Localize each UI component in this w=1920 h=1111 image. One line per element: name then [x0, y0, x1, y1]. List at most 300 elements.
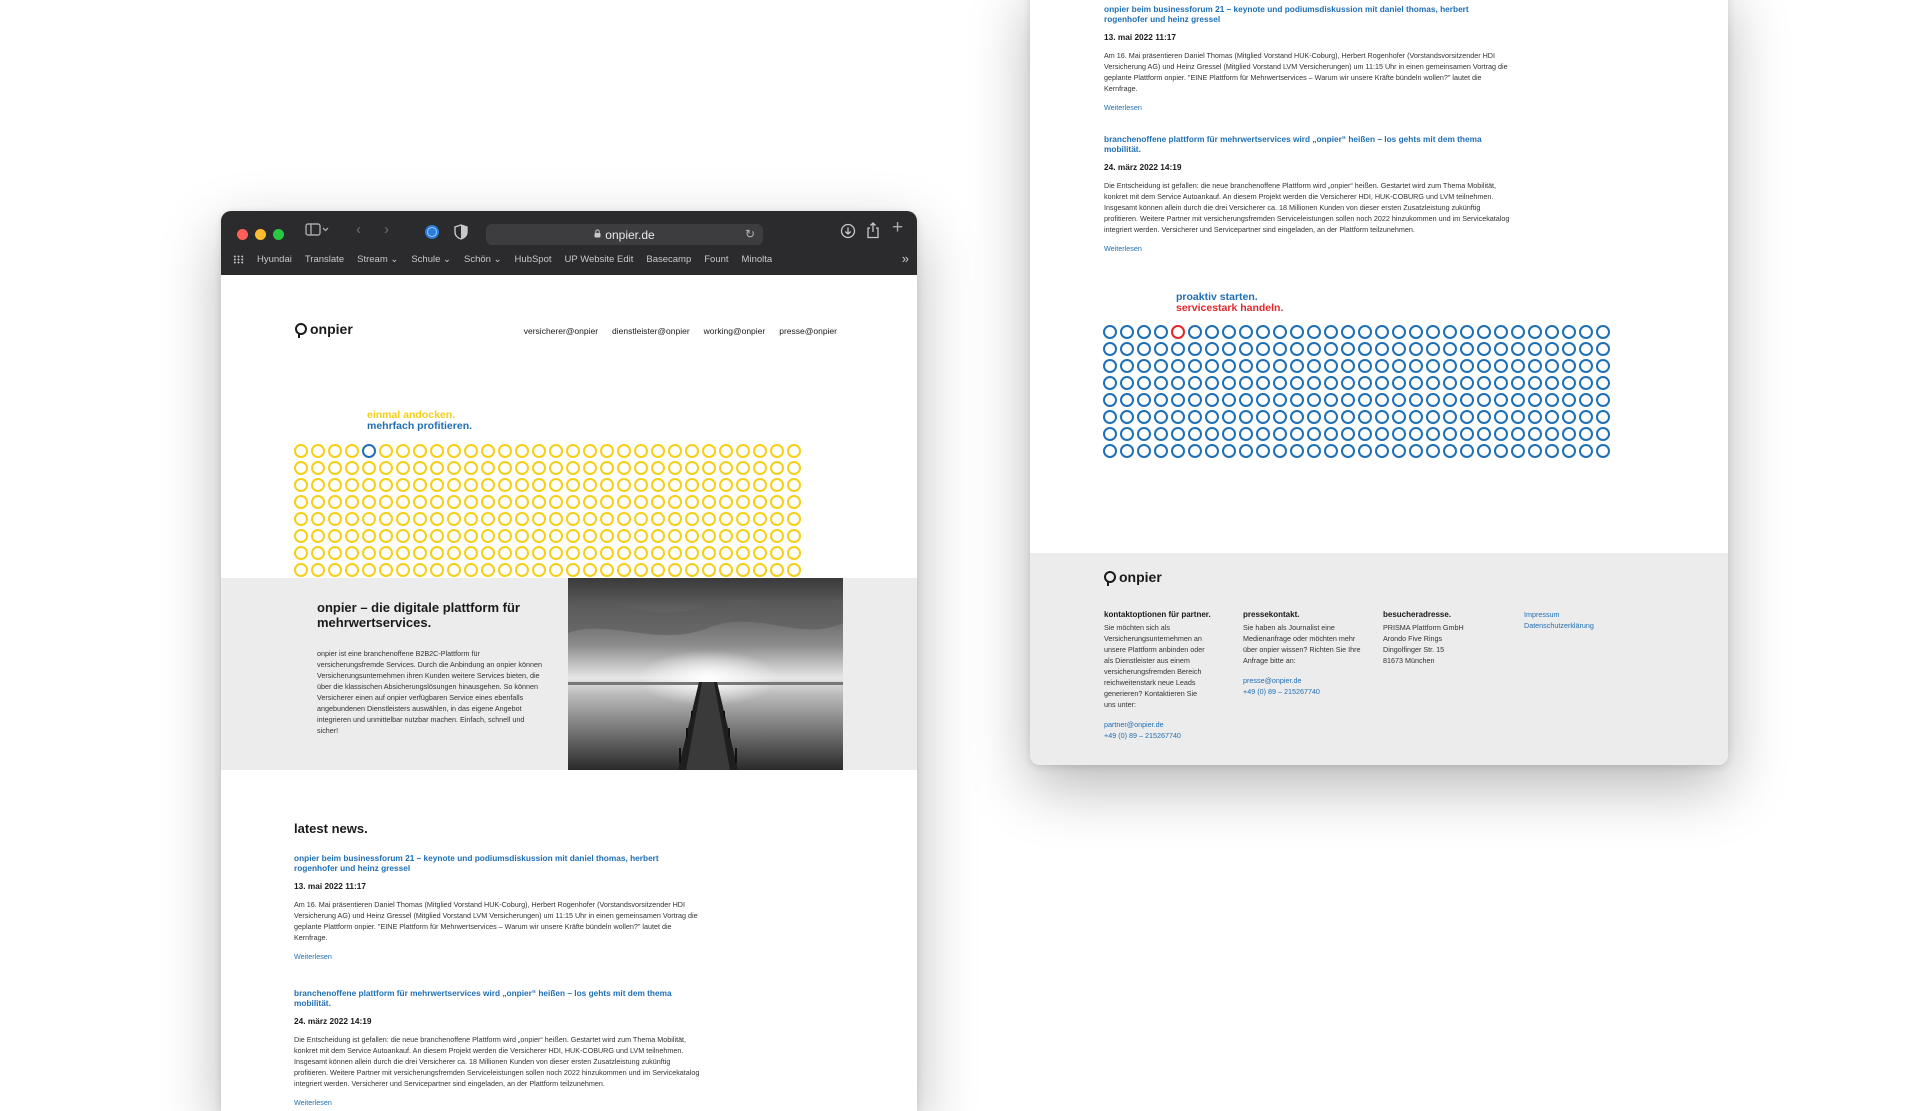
grid-ring	[719, 478, 733, 492]
hero-dot-grid	[294, 444, 801, 577]
partner-heading: kontaktoptionen für partner.	[1104, 610, 1211, 619]
grid-ring	[1528, 444, 1542, 458]
grid-ring	[1511, 410, 1525, 424]
read-more-link[interactable]: Weiterlesen	[294, 1098, 332, 1107]
logo-text: onpier	[310, 321, 353, 337]
grid-ring	[1528, 376, 1542, 390]
grid-ring	[1409, 410, 1423, 424]
grid-ring	[1222, 342, 1236, 356]
bookmark-item[interactable]: Hyundai	[257, 254, 292, 265]
bookmark-item[interactable]: Basecamp	[646, 254, 692, 265]
grid-ring	[1120, 427, 1134, 441]
grid-ring	[685, 495, 699, 509]
grid-ring	[464, 546, 478, 560]
grid-ring	[1137, 359, 1151, 373]
grid-ring	[498, 546, 512, 560]
grid-ring	[464, 529, 478, 543]
grid-ring	[498, 512, 512, 526]
site-logo[interactable]	[295, 321, 353, 337]
grid-ring	[600, 546, 614, 560]
grid-ring	[1205, 427, 1219, 441]
partner-email-link[interactable]: partner@onpier.de	[1104, 720, 1164, 729]
grid-ring	[396, 444, 410, 458]
grid-ring	[1324, 359, 1338, 373]
news-item	[1104, 4, 1514, 112]
grid-ring	[1188, 325, 1202, 339]
news-body: Am 16. Mai präsentieren Daniel Thomas (Mitglied Vorstand HUK-Coburg), Herbert Rogenhofer (Vorstandsvorsitzender HDI Versicherung AG) und Heinz Gressel (Mitglied Vorstand LVM Versicherungen) um 11:15 Uhr in einen gemeinsamen Vortrag die geplante Plattform onpier. "EINE Plattform für Mehrwertservices – Warum wir unsere Kräfte bündeln wollen?" lautet die Kernfrage.	[1104, 51, 1508, 93]
grid-ring	[1409, 444, 1423, 458]
cta-line-1: proaktiv starten.	[1176, 291, 1258, 303]
grid-ring	[668, 478, 682, 492]
grid-ring	[1358, 342, 1372, 356]
news-title-link[interactable]: onpier beim businessforum 21 – keynote und podiumsdiskussion mit daniel thomas, herbert rogenhofer und heinz gressel	[1104, 4, 1469, 24]
cta-dot-grid	[1103, 325, 1610, 458]
grid-ring	[1392, 342, 1406, 356]
grid-ring	[600, 563, 614, 577]
grid-ring	[617, 563, 631, 577]
grid-ring	[481, 563, 495, 577]
read-more-link[interactable]: Weiterlesen	[1104, 244, 1142, 253]
grid-ring	[1239, 342, 1253, 356]
grid-ring	[1579, 325, 1593, 339]
grid-ring	[719, 444, 733, 458]
grid-ring	[430, 563, 444, 577]
grid-ring	[379, 495, 393, 509]
grid-ring	[396, 546, 410, 560]
minimize-window-button[interactable]	[255, 229, 266, 240]
grid-ring	[1103, 376, 1117, 390]
grid-ring	[328, 563, 342, 577]
grid-ring	[1511, 325, 1525, 339]
grid-ring	[1324, 410, 1338, 424]
nav-working[interactable]: working@onpier	[703, 326, 766, 336]
site-page	[221, 275, 917, 1111]
grid-ring	[379, 461, 393, 475]
grid-ring	[753, 512, 767, 526]
grid-ring	[413, 461, 427, 475]
grid-ring	[1562, 376, 1576, 390]
grid-ring	[1528, 325, 1542, 339]
grid-ring	[1290, 393, 1304, 407]
grid-ring	[1494, 427, 1508, 441]
press-phone-link[interactable]: +49 (0) 89 – 215267740	[1243, 687, 1320, 696]
grid-ring	[787, 546, 801, 560]
grid-ring	[311, 444, 325, 458]
news-heading: latest news.	[294, 821, 368, 836]
address-line: Arondo Five Rings	[1383, 634, 1443, 643]
grid-ring	[1239, 427, 1253, 441]
bookmark-item[interactable]: Schule ⌄	[411, 254, 451, 265]
grid-ring	[617, 444, 631, 458]
grid-ring	[753, 444, 767, 458]
grid-ring	[770, 546, 784, 560]
grid-ring	[549, 512, 563, 526]
grid-ring	[549, 546, 563, 560]
press-heading: pressekontakt.	[1243, 610, 1300, 619]
grid-ring	[1545, 325, 1559, 339]
footer-logo[interactable]	[1104, 569, 1162, 585]
grid-ring	[1494, 325, 1508, 339]
grid-ring	[685, 478, 699, 492]
grid-ring	[532, 563, 546, 577]
grid-ring	[1273, 427, 1287, 441]
about-text: onpier ist eine branchenoffene B2B2C-Plattform für versicherungsfremde Services. Durch die Anbindung an onpier können Versicherungsunternehmen ihren Kunden weitere Services bieten, die über die klassischen Absicherungslösungen hinausgehen. So können Versicherer einen auf onpier verfügbaren Service eines ebenfalls angebundenen Dienstleisters auswählen, in das eigene Angebot integrieren und unmittelbar nutzbar machen. Einfach, schnell und sicher!	[317, 649, 542, 735]
grid-ring	[668, 512, 682, 526]
grid-ring	[1222, 393, 1236, 407]
reload-icon[interactable]: ↻	[744, 227, 755, 241]
grid-ring	[736, 461, 750, 475]
grid-ring	[1460, 325, 1474, 339]
grid-ring	[1579, 342, 1593, 356]
grid-ring	[583, 461, 597, 475]
grid-ring	[1256, 359, 1270, 373]
grid-ring	[345, 478, 359, 492]
grid-ring	[1358, 444, 1372, 458]
grid-ring	[787, 563, 801, 577]
grid-ring	[1103, 342, 1117, 356]
grid-ring	[634, 495, 648, 509]
grid-ring	[1137, 342, 1151, 356]
grid-ring	[702, 444, 716, 458]
grid-ring	[1477, 376, 1491, 390]
footer-address	[1383, 609, 1511, 666]
news-body: Am 16. Mai präsentieren Daniel Thomas (Mitglied Vorstand HUK-Coburg), Herbert Rogenhofer (Vorstandsvorsitzender HDI Versicherung AG) und Heinz Gressel (Mitglied Vorstand LVM Versicherungen) um 11:15 Uhr in einen gemeinsamen Vortrag die geplante Plattform onpier. "EINE Plattform für Mehrwertservices – Warum wir unsere Kräfte bündeln wollen?" lautet die Kernfrage.	[294, 900, 698, 942]
grid-ring	[1273, 359, 1287, 373]
address-bar[interactable]	[486, 224, 763, 245]
grid-ring	[1392, 376, 1406, 390]
grid-ring	[617, 512, 631, 526]
footer-press-contact	[1243, 609, 1371, 697]
grid-ring	[719, 546, 733, 560]
grid-ring	[1375, 410, 1389, 424]
grid-ring	[549, 478, 563, 492]
grid-ring	[498, 495, 512, 509]
grid-ring	[651, 444, 665, 458]
grid-ring	[634, 512, 648, 526]
grid-ring	[1341, 325, 1355, 339]
grid-ring	[1307, 444, 1321, 458]
grid-ring	[532, 546, 546, 560]
grid-ring	[668, 529, 682, 543]
grid-ring	[1273, 342, 1287, 356]
grid-ring	[1154, 410, 1168, 424]
grid-ring	[481, 512, 495, 526]
site-page-scrolled	[1030, 0, 1728, 765]
grid-ring	[396, 512, 410, 526]
news-title-link[interactable]: onpier beim businessforum 21 – keynote und podiumsdiskussion mit daniel thomas, herbert rogenhofer und heinz gressel	[294, 853, 659, 873]
news-date: 13. mai 2022 11:17	[1104, 32, 1176, 42]
grid-ring	[1137, 376, 1151, 390]
bookmark-item[interactable]: Schön ⌄	[464, 254, 502, 265]
grid-ring	[1392, 393, 1406, 407]
nav-presse[interactable]: presse@onpier	[779, 326, 837, 336]
share-icon[interactable]	[866, 222, 880, 243]
grid-ring	[1426, 359, 1440, 373]
news-item	[294, 988, 704, 1107]
news-title-link[interactable]: branchenoffene plattform für mehrwertservices wird „onpier“ heißen – los gehts mit dem thema mobilität.	[1104, 134, 1482, 154]
grid-ring	[1256, 325, 1270, 339]
grid-ring	[413, 563, 427, 577]
grid-ring	[1426, 427, 1440, 441]
grid-ring	[294, 563, 308, 577]
grid-ring	[464, 563, 478, 577]
grid-ring	[1460, 427, 1474, 441]
grid-ring	[753, 461, 767, 475]
grid-ring	[1392, 410, 1406, 424]
grid-ring	[566, 563, 580, 577]
grid-ring	[396, 461, 410, 475]
grid-ring	[787, 529, 801, 543]
grid-ring	[787, 495, 801, 509]
grid-ring	[617, 529, 631, 543]
grid-ring	[430, 512, 444, 526]
grid-ring	[532, 478, 546, 492]
read-more-link[interactable]: Weiterlesen	[1104, 103, 1142, 112]
grid-ring	[1290, 325, 1304, 339]
address-line: PRISMA Plattform GmbH	[1383, 623, 1464, 632]
bookmark-item[interactable]: Stream ⌄	[357, 254, 399, 265]
grid-ring	[1545, 342, 1559, 356]
grid-ring	[1120, 342, 1134, 356]
grid-ring	[430, 546, 444, 560]
grid-ring	[1562, 325, 1576, 339]
grid-ring	[736, 478, 750, 492]
grid-ring	[1443, 342, 1457, 356]
nav-dienstleister[interactable]: dienstleister@onpier	[612, 326, 690, 336]
grid-ring	[736, 563, 750, 577]
grid-ring	[1494, 410, 1508, 424]
grid-ring	[1596, 444, 1610, 458]
grid-ring	[1154, 427, 1168, 441]
grid-ring	[1494, 444, 1508, 458]
grid-ring	[1307, 325, 1321, 339]
grid-ring	[1137, 444, 1151, 458]
grid-ring	[1545, 376, 1559, 390]
grid-ring	[362, 495, 376, 509]
grid-ring	[1392, 359, 1406, 373]
grid-ring	[1103, 393, 1117, 407]
grid-ring	[1358, 325, 1372, 339]
bookmarks-grid-icon[interactable]	[233, 255, 244, 264]
privacy-link[interactable]: Datenschutzerklärung	[1524, 621, 1594, 630]
zoom-window-button[interactable]	[273, 229, 284, 240]
grid-ring	[362, 478, 376, 492]
bookmark-item[interactable]: Fount	[704, 254, 729, 265]
grid-ring	[736, 495, 750, 509]
news-item	[294, 853, 704, 961]
grid-ring	[1392, 427, 1406, 441]
grid-ring	[1256, 376, 1270, 390]
highlight-ring	[1171, 325, 1185, 339]
grid-ring	[1477, 393, 1491, 407]
grid-ring	[1290, 410, 1304, 424]
grid-ring	[396, 563, 410, 577]
grid-ring	[651, 461, 665, 475]
grid-ring	[362, 546, 376, 560]
grid-ring	[1256, 342, 1270, 356]
grid-ring	[396, 495, 410, 509]
footer-partner-contact	[1104, 609, 1232, 741]
grid-ring	[294, 512, 308, 526]
grid-ring	[1358, 393, 1372, 407]
grid-ring	[498, 461, 512, 475]
main-nav	[524, 326, 837, 336]
grid-ring	[447, 495, 461, 509]
grid-ring	[1460, 376, 1474, 390]
grid-ring	[1205, 393, 1219, 407]
highlight-ring	[362, 444, 376, 458]
window-controls	[237, 229, 284, 240]
cta-line-2: servicestark handeln.	[1176, 302, 1284, 314]
press-email-link[interactable]: presse@onpier.de	[1243, 676, 1302, 685]
download-icon[interactable]	[840, 223, 856, 243]
grid-ring	[1205, 376, 1219, 390]
shield-icon[interactable]	[454, 224, 468, 244]
site-footer	[1030, 553, 1728, 765]
lock-icon	[594, 229, 601, 240]
grid-ring	[770, 495, 784, 509]
grid-ring	[1341, 393, 1355, 407]
grid-ring	[294, 444, 308, 458]
grid-ring	[362, 461, 376, 475]
grid-ring	[498, 478, 512, 492]
grid-ring	[566, 495, 580, 509]
grid-ring	[1103, 444, 1117, 458]
grid-ring	[362, 529, 376, 543]
grid-ring	[600, 529, 614, 543]
sidebar-icon[interactable]	[305, 223, 329, 241]
hero-tagline	[367, 410, 472, 432]
grid-ring	[430, 444, 444, 458]
grid-ring	[498, 563, 512, 577]
bookmark-item[interactable]: Minolta	[741, 254, 773, 265]
grid-ring	[1103, 325, 1117, 339]
hero-line-2: mehrfach profitieren.	[367, 420, 473, 432]
grid-ring	[668, 546, 682, 560]
grid-ring	[719, 495, 733, 509]
bookmark-item[interactable]: UP Website Edit	[564, 254, 634, 265]
grid-ring	[1120, 359, 1134, 373]
grid-ring	[430, 529, 444, 543]
back-icon[interactable]: ‹	[356, 221, 361, 238]
grid-ring	[328, 546, 342, 560]
grid-ring	[1154, 325, 1168, 339]
grid-ring	[549, 495, 563, 509]
grid-ring	[736, 546, 750, 560]
grid-ring	[515, 444, 529, 458]
close-window-button[interactable]	[237, 229, 248, 240]
grid-ring	[634, 563, 648, 577]
grid-ring	[362, 512, 376, 526]
grid-ring	[1460, 410, 1474, 424]
news-title-link[interactable]: branchenoffene plattform für mehrwertservices wird „onpier“ heißen – los gehts mit dem thema mobilität.	[294, 988, 672, 1008]
partner-text: Sie möchten sich als Versicherungsunternehmen an unsere Plattform anbinden oder als Dienstleister aus einem versicherungsfremden Bereich reichweitenstark neue Leads generieren? Kontaktieren Sie uns unter:	[1104, 623, 1205, 709]
nav-versicherer[interactable]: versicherer@onpier	[523, 326, 599, 336]
address-heading: besucheradresse.	[1383, 610, 1452, 619]
grid-ring	[1239, 376, 1253, 390]
grid-ring	[532, 495, 546, 509]
grid-ring	[1239, 393, 1253, 407]
grid-ring	[770, 478, 784, 492]
grid-ring	[566, 529, 580, 543]
more-bookmarks-icon[interactable]: »	[901, 251, 909, 266]
grid-ring	[447, 461, 461, 475]
grid-ring	[1392, 325, 1406, 339]
grid-ring	[1239, 359, 1253, 373]
grid-ring	[634, 529, 648, 543]
grid-ring	[1562, 359, 1576, 373]
grid-ring	[1477, 427, 1491, 441]
impressum-link[interactable]: Impressum	[1524, 610, 1560, 619]
grid-ring	[1154, 393, 1168, 407]
grid-ring	[1120, 410, 1134, 424]
grid-ring	[1188, 342, 1202, 356]
grid-ring	[719, 512, 733, 526]
cta-tagline	[1176, 292, 1283, 314]
grid-ring	[311, 478, 325, 492]
grid-ring	[702, 478, 716, 492]
grid-ring	[685, 512, 699, 526]
grid-ring	[1460, 444, 1474, 458]
grid-ring	[1358, 376, 1372, 390]
grid-ring	[413, 495, 427, 509]
bookmark-item[interactable]: HubSpot	[514, 254, 552, 265]
grid-ring	[1171, 359, 1185, 373]
grid-ring	[1341, 427, 1355, 441]
grid-ring	[1392, 444, 1406, 458]
grid-ring	[600, 478, 614, 492]
grid-ring	[1477, 342, 1491, 356]
grid-ring	[1222, 325, 1236, 339]
new-tab-icon[interactable]: +	[892, 217, 904, 238]
grid-ring	[617, 546, 631, 560]
bookmarks-bar	[233, 254, 772, 265]
grid-ring	[1562, 393, 1576, 407]
browser-toolbar	[221, 211, 917, 275]
grid-ring	[1222, 427, 1236, 441]
privacy-icon[interactable]	[424, 224, 440, 244]
grid-ring	[328, 478, 342, 492]
grid-ring	[1256, 410, 1270, 424]
grid-ring	[583, 563, 597, 577]
grid-ring	[685, 461, 699, 475]
grid-ring	[1545, 410, 1559, 424]
grid-ring	[447, 563, 461, 577]
grid-ring	[413, 478, 427, 492]
grid-ring	[1154, 444, 1168, 458]
grid-ring	[583, 546, 597, 560]
partner-phone-link[interactable]: +49 (0) 89 – 215267740	[1104, 731, 1181, 740]
about-section	[221, 578, 917, 770]
grid-ring	[600, 444, 614, 458]
grid-ring	[1545, 444, 1559, 458]
grid-ring	[770, 529, 784, 543]
grid-ring	[311, 461, 325, 475]
grid-ring	[1171, 393, 1185, 407]
grid-ring	[311, 495, 325, 509]
forward-icon[interactable]: ›	[384, 221, 389, 238]
grid-ring	[379, 546, 393, 560]
grid-ring	[1154, 376, 1168, 390]
bookmark-item[interactable]: Translate	[304, 254, 345, 265]
grid-ring	[1273, 325, 1287, 339]
grid-ring	[294, 546, 308, 560]
grid-ring	[311, 563, 325, 577]
read-more-link[interactable]: Weiterlesen	[294, 952, 332, 961]
grid-ring	[1409, 325, 1423, 339]
grid-ring	[1137, 410, 1151, 424]
grid-ring	[668, 461, 682, 475]
